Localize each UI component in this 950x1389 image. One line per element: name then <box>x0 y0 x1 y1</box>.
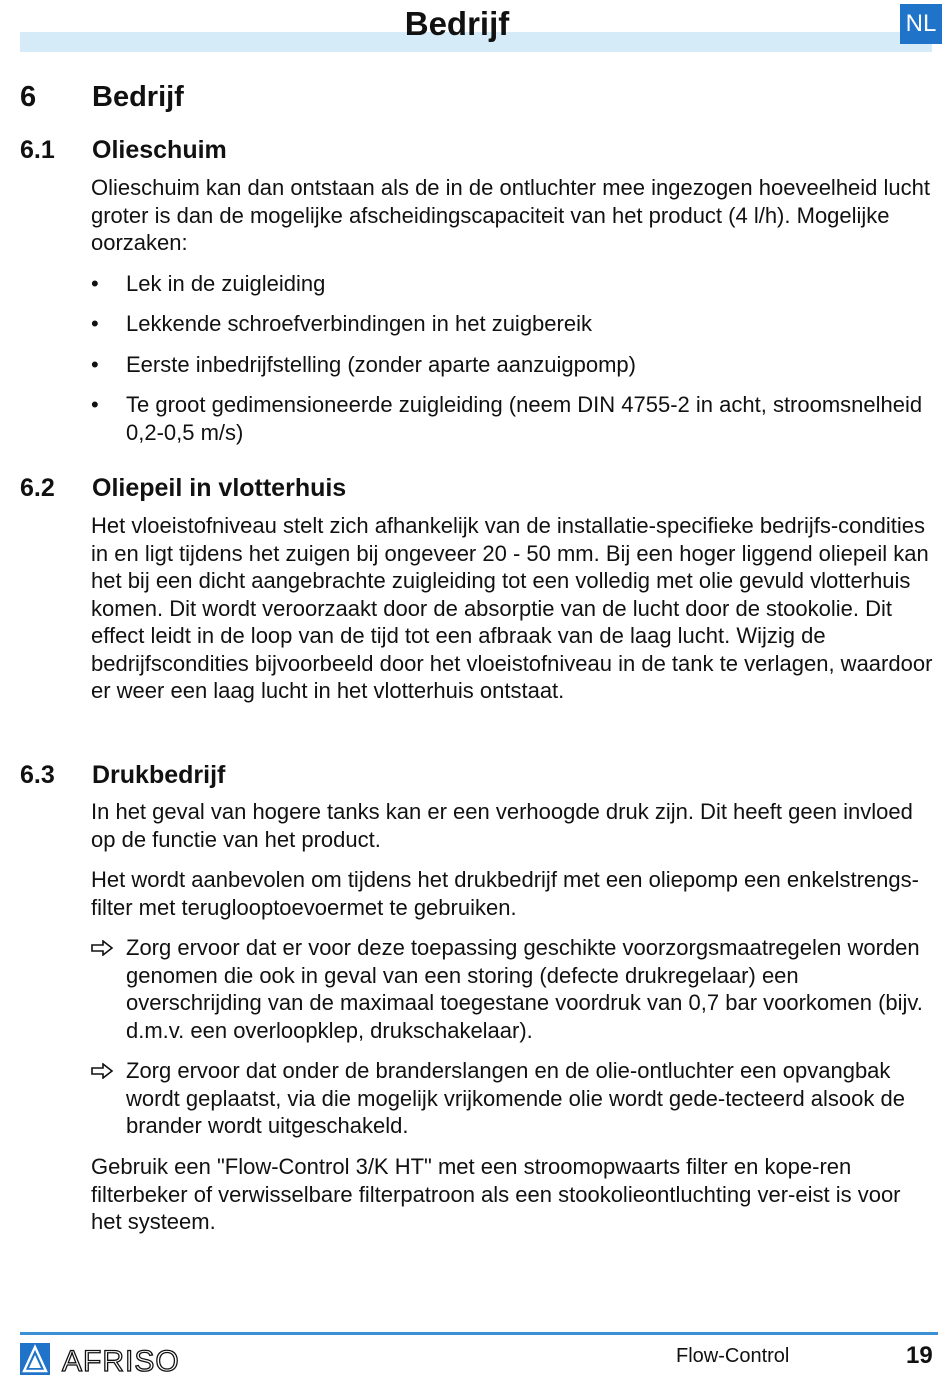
action-text: Zorg ervoor dat er voor deze toepassing geschikte voorzorgsmaatregelen worden genomen die ook in geval van een storing (defecte drukregelaar) een overschrijding van de maximaal toegestane voordruk van 0,7 bar voorkomen (bijv. d.m.v. een overloopklep, drukschakelaar). <box>126 935 923 1043</box>
arrow-right-outline-icon <box>91 1057 121 1086</box>
section-title: Olieschuim <box>92 136 227 164</box>
bullet-text: Te groot gedimensioneerde zuigleiding (neem DIN 4755-2 in acht, stroomsnelheid 0,2-0,5 m/s) <box>126 392 923 445</box>
footer-divider <box>20 1332 938 1335</box>
brand-name: AFRISO <box>62 1345 180 1377</box>
action-text: Zorg ervoor dat onder de branderslangen en de olie-ontluchter een opvangbak wordt geplaatst, via die mogelijk vrijkomende olie wordt gede-tecteerd alsook de brander wordt uitgeschakeld. <box>126 1058 905 1138</box>
chapter-number: 6 <box>20 81 37 113</box>
section-paragraph: Het wordt aanbevolen om tijdens het drukbedrijf met een oliepomp een enkelstrengs-filter met teruglooptoevoermet te gebruiken. <box>91 867 919 920</box>
footer-product-name: Flow-Control <box>676 1345 790 1367</box>
bullet-item <box>91 270 936 298</box>
bullet-icon: • <box>91 271 99 296</box>
action-item <box>91 934 936 1044</box>
arrow-right-outline-icon <box>91 934 121 963</box>
afriso-logo <box>20 1343 210 1377</box>
language-badge: NL <box>900 4 942 44</box>
section-paragraph: In het geval van hogere tanks kan er een verhoogde druk zijn. Dit heeft geen invloed op de functie van het product. <box>91 799 913 852</box>
action-item <box>91 1057 936 1140</box>
section-number: 6.1 <box>20 136 55 164</box>
bullet-text: Eerste inbedrijfstelling (zonder aparte aanzuigpomp) <box>126 352 636 377</box>
bullet-icon: • <box>91 392 99 417</box>
page-header-title: Bedrijf <box>404 5 510 42</box>
bullet-item <box>91 351 936 379</box>
bullet-icon: • <box>91 352 99 377</box>
bullet-item <box>91 310 936 338</box>
bullet-text: Lek in de zuigleiding <box>126 271 326 296</box>
chapter-title: Bedrijf <box>92 81 184 113</box>
section-number: 6.3 <box>20 761 55 789</box>
section-body-paragraph: Het vloeistofniveau stelt zich afhankelijk van de installatie-specifieke bedrijfs-condities in en ligt tijdens het zuigen bij ongeveer 20 - 50 mm. Bij een hoger liggend oliepeil kan het bij een dicht aangebrachte zuigleiding tot een volledig met olie gevuld vlotterhuis komen. Dit wordt veroorzaakt door de absorptie van de lucht door de stookolie. Dit effect leidt in de loop van de tijd tot een afbraak van de laag lucht. Wijzig de bedrijfscondities bijvoorbeeld door het vloeistofniveau in de tank te verlagen, waardoor er weer een laag lucht in het vlotterhuis ontstaat. <box>91 513 933 703</box>
bullet-icon: • <box>91 311 99 336</box>
section-paragraph: Gebruik een "Flow-Control 3/K HT" met een stroomopwaarts filter en kope-ren filterbeker of verwisselbare filterpatroon als een stookolieontluchting ver-eist is voor het systeem. <box>91 1154 901 1234</box>
brand-logo <box>20 1343 210 1382</box>
bullet-text: Lekkende schroefverbindingen in het zuigbereik <box>126 311 592 336</box>
section-title: Oliepeil in vlotterhuis <box>92 474 347 502</box>
section-title: Drukbedrijf <box>92 761 226 789</box>
section-number: 6.2 <box>20 474 55 502</box>
bullet-item <box>91 391 936 446</box>
page-number: 19 <box>906 1342 933 1369</box>
section-intro-paragraph: Olieschuim kan dan ontstaan als de in de ontluchter mee ingezogen hoeveelheid lucht groter is dan de mogelijke afscheidingscapaciteit van het product (4 l/h). Mogelijke oorzaken: <box>91 175 930 255</box>
